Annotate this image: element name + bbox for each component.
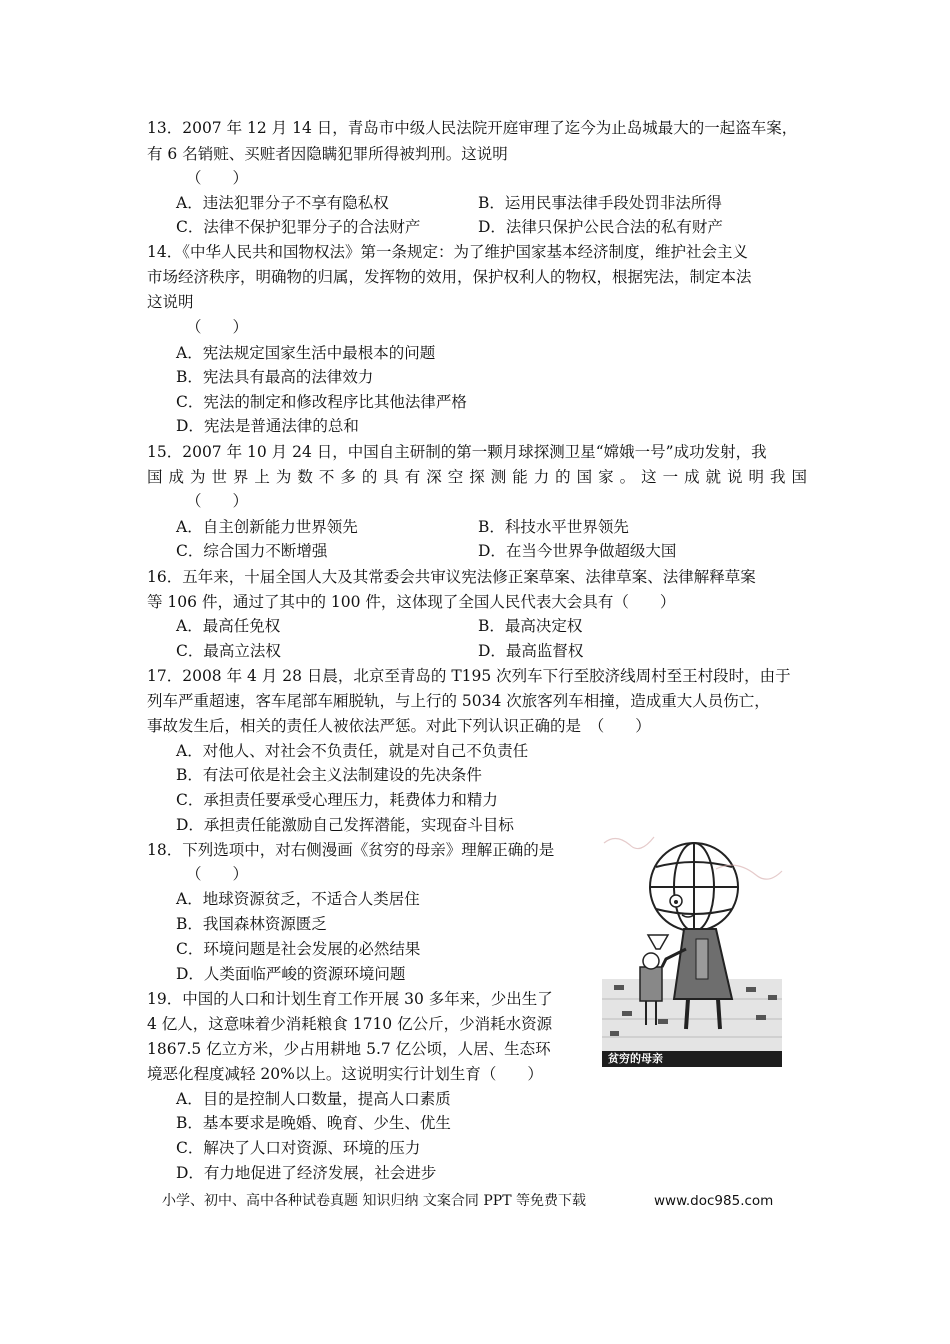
option-c: C．解决了人口对资源、环境的压力 — [176, 1139, 421, 1157]
option-c: C．综合国力不断增强 — [176, 542, 328, 560]
option-a: A．地球资源贫乏，不适合人类居住 — [176, 890, 420, 908]
answer-blank: （ ） — [186, 492, 249, 510]
question-stem-line: 14．《中华人民共和国物权法》第一条规定：为了维护国家基本经济制度，维护社会主义 — [147, 243, 748, 261]
question-stem-line: 15．2007 年 10 月 24 日，中国自主研制的第一颗月球探测卫星“嫦娥一号”成功发射，我 — [147, 443, 767, 461]
option-d: D．人类面临严峻的资源环境问题 — [176, 965, 406, 983]
question-stem-line: 19．中国的人口和计划生育工作开展 30 多年来，少出生了 — [147, 990, 553, 1008]
option-c: C．宪法的制定和修改程序比其他法律严格 — [176, 393, 467, 411]
option-d: D．最高监督权 — [478, 642, 584, 660]
option-d: D．在当今世界争做超级大国 — [478, 542, 677, 560]
option-d: D．承担责任能激励自己发挥潜能，实现奋斗目标 — [176, 816, 514, 834]
option-a: A．最高任免权 — [176, 617, 281, 635]
option-a: A．对他人、对社会不负责任，就是对自己不负责任 — [176, 742, 529, 760]
cartoon-drawing — [596, 829, 788, 1069]
option-c: C．承担责任要承受心理压力，耗费体力和精力 — [176, 791, 498, 809]
cartoon-image — [596, 829, 788, 1069]
question-stem-line: 1867.5 亿立方米，少占用耕地 5.7 亿公顷，人居、生态环 — [147, 1040, 551, 1058]
option-d: D．法律只保护公民合法的私有财产 — [478, 218, 723, 236]
question-stem-line: 16．五年来，十届全国人大及其常委会共审议宪法修正案草案、法律草案、法律解释草案 — [147, 568, 756, 586]
answer-blank: （ ） — [186, 169, 249, 187]
answer-blank: （ ） — [186, 865, 249, 883]
footer — [162, 1191, 774, 1211]
option-c: C．最高立法权 — [176, 642, 281, 660]
option-a: A．宪法规定国家生活中最根本的问题 — [176, 344, 436, 362]
option-d: D．宪法是普通法律的总和 — [176, 417, 359, 435]
option-d: D．有力地促进了经济发展，社会进步 — [176, 1164, 437, 1182]
option-b: B．我国森林资源匮乏 — [176, 915, 327, 933]
question-stem-line: 等 106 件，通过了其中的 100 件，这体现了全国人民代表大会具有（ ） — [147, 593, 676, 611]
question-stem-line: 事故发生后，相关的责任人被依法严惩。对此下列认识正确的是 （ ） — [147, 717, 651, 735]
option-b: B．运用民事法律手段处罚非法所得 — [478, 194, 722, 212]
question-stem-line: 13．2007 年 12 月 14 日，青岛市中级人民法院开庭审理了迄今为止岛城最大的一起盗车案， — [147, 119, 798, 137]
option-b: B．宪法具有最高的法律效力 — [176, 368, 374, 386]
cartoon-caption: 贫穷的母亲 — [608, 1052, 663, 1065]
option-b: B．有法可依是社会主义法制建设的先决条件 — [176, 766, 482, 784]
question-stem-line: 国成为世界上为数不多的具有深空探测能力的国家。这一成就说明我国 — [147, 468, 807, 486]
option-b: B．科技水平世界领先 — [478, 518, 629, 536]
question-stem-line: 市场经济秩序，明确物的归属，发挥物的效用，保护权利人的物权，根据宪法，制定本法 — [147, 268, 752, 286]
option-c: C．环境问题是社会发展的必然结果 — [176, 940, 421, 958]
option-a: A．违法犯罪分子不享有隐私权 — [176, 194, 389, 212]
footer-text: 小学、初中、高中各种试卷真题 知识归纳 文案合同 PPT 等免费下载 — [162, 1193, 586, 1209]
option-a: A．目的是控制人口数量，提高人口素质 — [176, 1090, 451, 1108]
question-stem-line: 有 6 名销赃、买赃者因隐瞒犯罪所得被判刑。这说明 — [147, 145, 508, 163]
question-stem-line: 列车严重超速，客车尾部车厢脱轨，与上行的 5034 次旅客列车相撞，造成重大人员伤亡， — [147, 692, 770, 710]
answer-blank: （ ） — [186, 318, 249, 336]
footer-site-link[interactable]: www.doc985.com — [654, 1193, 774, 1209]
question-stem-line: 17．2008 年 4 月 28 日晨，北京至青岛的 T195 次列车下行至胶济线周村至王村段时，由于 — [147, 667, 791, 685]
option-c: C．法律不保护犯罪分子的合法财产 — [176, 218, 421, 236]
option-a: A．自主创新能力世界领先 — [176, 518, 358, 536]
question-stem-line: 境恶化程度减轻 20%以上。这说明实行计划生育（ ） — [147, 1065, 543, 1083]
question-stem-line: 这说明 — [147, 293, 194, 311]
question-stem-line: 18．下列选项中，对右侧漫画《贫穷的母亲》理解正确的是 — [147, 841, 555, 859]
option-b: B．最高决定权 — [478, 617, 583, 635]
question-stem-line: 4 亿人，这意味着少消耗粮食 1710 亿公斤，少消耗水资源 — [147, 1015, 553, 1033]
option-b: B．基本要求是晚婚、晚育、少生、优生 — [176, 1114, 451, 1132]
